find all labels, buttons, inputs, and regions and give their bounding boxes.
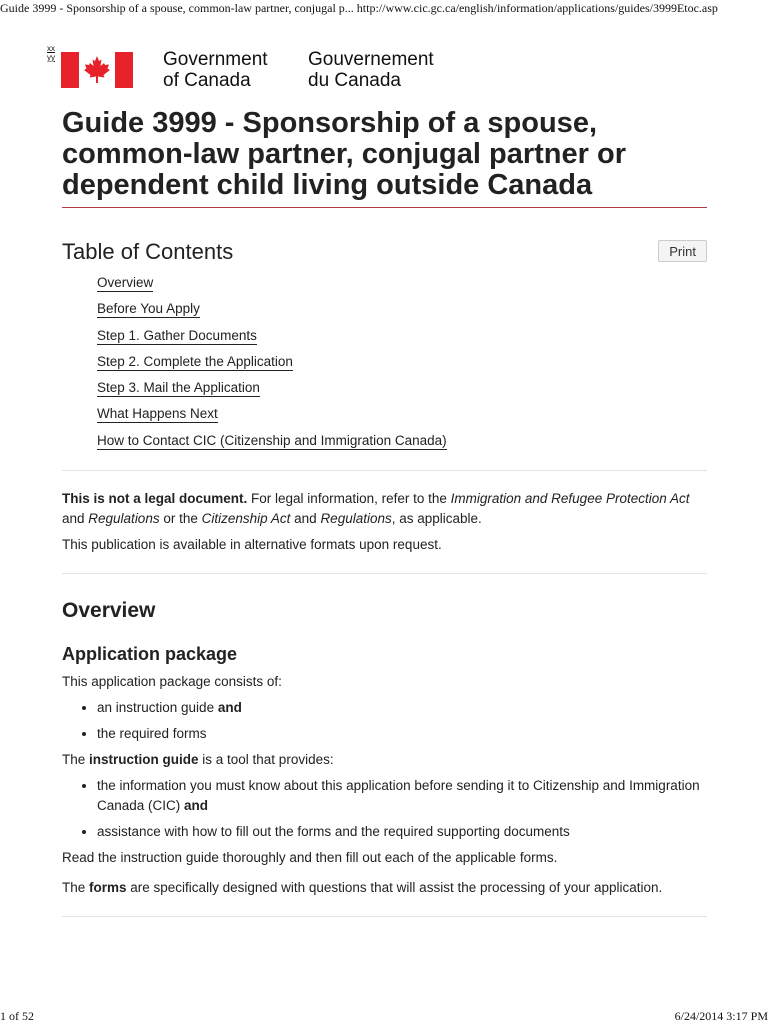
legal-notice bbox=[62, 489, 707, 529]
flag-left-bar bbox=[61, 52, 79, 88]
toc-item bbox=[97, 375, 707, 401]
list-item-text: the information you must know about this application before sending it to Citizenship and Immigration Canada (CIC) bbox=[97, 778, 700, 814]
paragraph-text: The bbox=[62, 752, 90, 768]
guide-intro bbox=[62, 750, 707, 770]
paragraph-text: are specifically designed with questions that will assist the processing of your application. bbox=[126, 880, 663, 896]
act-name: Citizenship Act bbox=[201, 511, 291, 527]
toc-list bbox=[62, 270, 707, 454]
gov-en-line-2: of Canada bbox=[163, 70, 251, 91]
government-of-canada-en bbox=[163, 49, 268, 91]
toc-link-step-1[interactable]: Step 1. Gather Documents bbox=[97, 327, 257, 343]
list-item-bold: and bbox=[217, 700, 242, 716]
list-item-text: an instruction guide bbox=[97, 700, 218, 716]
maple-leaf-icon bbox=[84, 56, 110, 84]
toc-link-step-3[interactable]: Step 3. Mail the Application bbox=[97, 380, 260, 396]
main-content bbox=[62, 108, 707, 917]
print-header: Guide 3999 - Sponsorship of a spouse, common-law partner, conjugal p... http://www.cic.gc.ca/english/information/applications/guides/3999Etoc.asp bbox=[0, 1, 718, 15]
paragraph-text: is a tool that provides: bbox=[198, 752, 334, 768]
flag-right-bar bbox=[115, 52, 133, 88]
act-name: Immigration and Refugee Protection Act bbox=[450, 491, 690, 507]
print-footer bbox=[0, 1008, 768, 1024]
print-button[interactable]: Print bbox=[658, 240, 707, 262]
legal-notice-bold: This is not a legal document. bbox=[62, 491, 248, 507]
toc-heading: Table of Contents bbox=[62, 239, 234, 264]
toc-link-step-2[interactable]: Step 2. Complete the Application bbox=[97, 353, 293, 369]
gov-en-line-1: Government bbox=[163, 49, 268, 70]
overview-heading: Overview bbox=[62, 599, 156, 623]
toc-link-before-you-apply[interactable]: Before You Apply bbox=[97, 301, 200, 317]
toc-link-contact-cic[interactable]: How to Contact CIC (Citizenship and Immigration Canada) bbox=[97, 432, 447, 448]
list-item bbox=[97, 698, 707, 718]
guide-list bbox=[62, 776, 707, 842]
toc-item bbox=[97, 349, 707, 375]
legal-text: and bbox=[290, 511, 321, 527]
toc-item bbox=[97, 296, 707, 322]
gouvernement-du-canada-fr bbox=[308, 49, 434, 91]
toc-link-overview[interactable]: Overview bbox=[97, 275, 154, 290]
language-code-2: yy bbox=[47, 53, 55, 62]
divider bbox=[62, 916, 707, 917]
toc-link-what-happens-next[interactable]: What Happens Next bbox=[97, 406, 218, 422]
paragraph-bold: instruction guide bbox=[89, 752, 199, 768]
list-item-text: assistance with how to fill out the forms and the required supporting documents bbox=[97, 824, 570, 840]
package-list bbox=[62, 698, 707, 744]
list-item-bold: and bbox=[184, 798, 209, 814]
list-item bbox=[97, 776, 707, 816]
toc-item bbox=[97, 401, 707, 427]
gov-fr-line-1: Gouvernement bbox=[308, 49, 434, 70]
legal-text: or the bbox=[159, 511, 202, 527]
paragraph-bold: forms bbox=[89, 880, 127, 896]
gov-fr-line-2: du Canada bbox=[308, 70, 401, 91]
package-intro: This application package consists of: bbox=[62, 674, 282, 690]
forms-paragraph bbox=[62, 878, 707, 898]
toc-item bbox=[97, 323, 707, 349]
toc-item bbox=[97, 428, 707, 454]
language-code-1: xx bbox=[47, 44, 55, 53]
regulations-name: Regulations bbox=[320, 511, 392, 527]
list-item bbox=[97, 724, 707, 744]
read-guide-paragraph: Read the instruction guide thoroughly and then fill out each of the applicable forms. bbox=[62, 850, 558, 866]
canada-flag-icon bbox=[61, 52, 133, 88]
legal-text: and bbox=[62, 511, 89, 527]
legal-text: , as applicable. bbox=[391, 511, 482, 527]
application-package-heading: Application package bbox=[62, 644, 238, 665]
toc-item bbox=[97, 270, 707, 296]
legal-text: For legal information, refer to the bbox=[247, 491, 451, 507]
flag-center bbox=[79, 52, 115, 88]
print-datetime: 6/24/2014 3:17 PM bbox=[674, 1009, 768, 1023]
list-item bbox=[97, 822, 707, 842]
alt-formats-note: This publication is available in alternative formats upon request. bbox=[62, 537, 442, 553]
regulations-name: Regulations bbox=[88, 511, 160, 527]
toc-header bbox=[62, 238, 707, 268]
page-number: 1 of 52 bbox=[0, 1009, 34, 1023]
divider bbox=[62, 470, 707, 471]
paragraph-text: The bbox=[62, 880, 90, 896]
list-item-text: the required forms bbox=[97, 726, 207, 742]
language-code[interactable] bbox=[47, 44, 55, 62]
divider bbox=[62, 573, 707, 574]
page-title: Guide 3999 - Sponsorship of a spouse, common-law partner, conjugal partner or dependent child living outside Canada bbox=[62, 108, 707, 208]
